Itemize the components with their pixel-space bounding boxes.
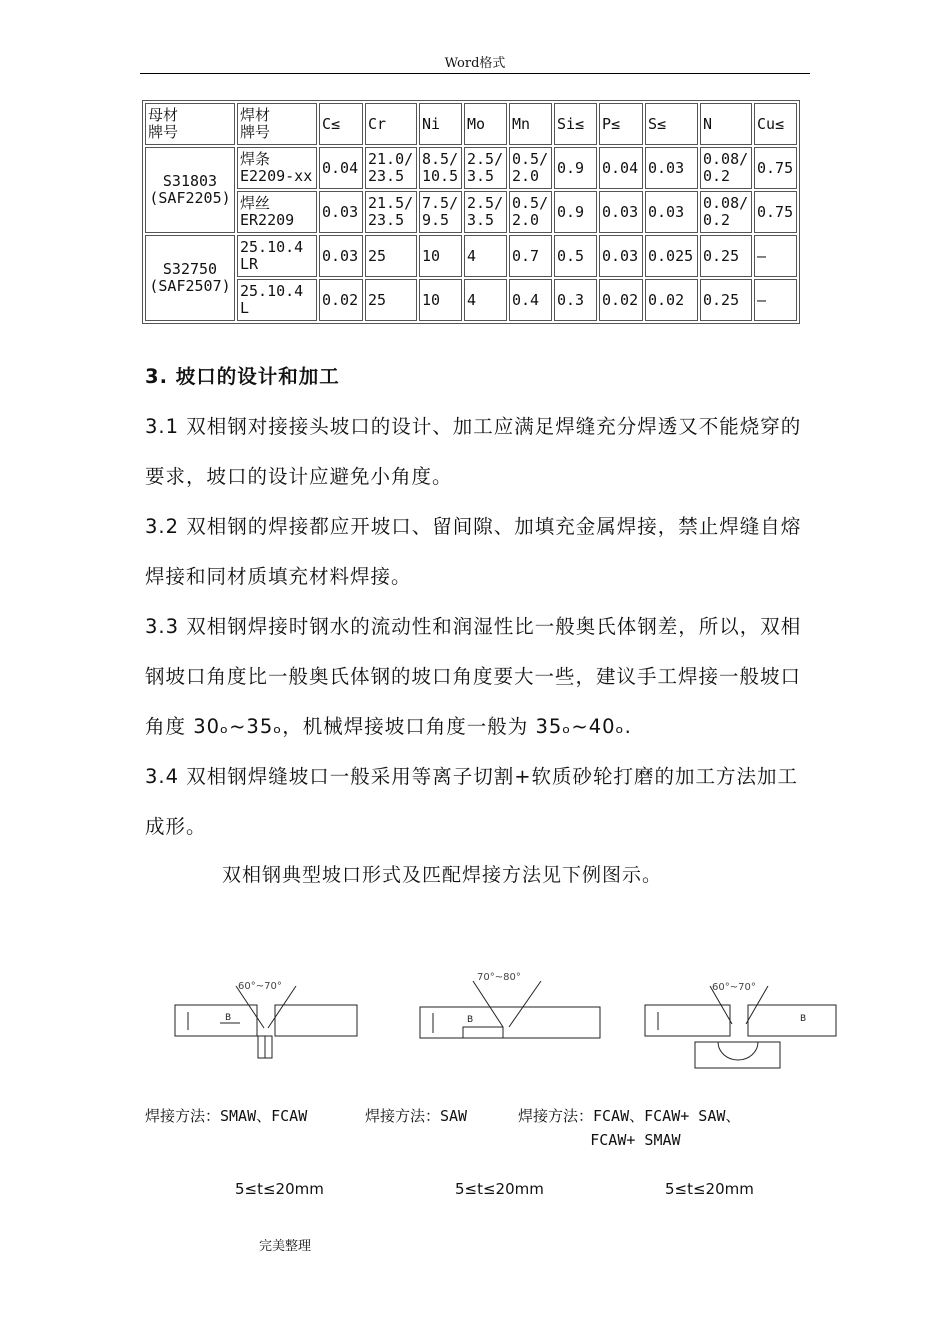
table-row	[145, 235, 797, 277]
table-cell: 21.0/ 23.5	[365, 147, 417, 189]
table-cell: 0.03	[319, 235, 363, 277]
table-cell: 0.02	[599, 279, 643, 321]
table-row	[145, 147, 797, 189]
table-row	[145, 279, 797, 321]
table-cell: 0.04	[599, 147, 643, 189]
table-cell: 0.02	[319, 279, 363, 321]
table-header-cell: P≤	[599, 103, 643, 145]
svg-text:60°~70°: 60°~70°	[238, 981, 282, 992]
table-header-cell: 母材 牌号	[145, 103, 235, 145]
table-cell: 4	[464, 235, 507, 277]
base-material-cell: S32750 (SAF2507)	[145, 235, 235, 321]
table-cell: 25.10.4 L	[237, 279, 317, 321]
table-cell: 4	[464, 279, 507, 321]
table-cell: 8.5/ 10.5	[419, 147, 462, 189]
paragraph-3-4: 3.4 双相钢焊缝坡口一般采用等离子切割+软质砂轮打磨的加工方法加工成形。	[145, 765, 799, 838]
table-cell: 0.08/ 0.2	[700, 147, 752, 189]
paragraph-3-1: 3.1 双相钢对接接头坡口的设计、加工应满足焊缝充分焊透又不能烧穿的要求，坡口的设计应避免小角度。	[145, 415, 802, 488]
table-cell: –	[754, 279, 797, 321]
table-cell: 0.5/ 2.0	[509, 147, 552, 189]
svg-text:70°~80°: 70°~80°	[477, 972, 521, 983]
table-row	[145, 191, 797, 233]
table-cell: 0.03	[645, 191, 698, 233]
table-cell: 25	[365, 235, 417, 277]
table-header-cell: Cu≤	[754, 103, 797, 145]
table-cell: 25	[365, 279, 417, 321]
table-cell: 25.10.4 LR	[237, 235, 317, 277]
table-cell: 0.08/ 0.2	[700, 191, 752, 233]
welding-method-3: 焊接方法：FCAW、FCAW+ SAW、 FCAW+ SMAW	[518, 1107, 741, 1149]
table-header-cell: Si≤	[554, 103, 597, 145]
table-cell: 0.5/ 2.0	[509, 191, 552, 233]
svg-text:B: B	[800, 1014, 807, 1024]
page-header: Word格式	[140, 57, 810, 74]
figure-caption: 双相钢典型坡口形式及匹配焊接方法见下例图示。	[222, 864, 663, 886]
table-header-cell: Ni	[419, 103, 462, 145]
svg-text:60°~70°: 60°~70°	[712, 982, 756, 993]
table-header-cell: 焊材 牌号	[237, 103, 317, 145]
welding-method-1: 焊接方法：SMAW、FCAW	[145, 1107, 308, 1125]
thickness-range-1: 5≤t≤20mm	[235, 1180, 324, 1198]
table-cell: 0.03	[319, 191, 363, 233]
table-header-cell: S≤	[645, 103, 698, 145]
thickness-range-3: 5≤t≤20mm	[665, 1180, 754, 1198]
table-cell: 10	[419, 279, 462, 321]
table-cell: 0.03	[599, 191, 643, 233]
table-cell: 0.3	[554, 279, 597, 321]
table-cell: 焊条 E2209-xx	[237, 147, 317, 189]
table-cell: 0.25	[700, 235, 752, 277]
table-cell: 2.5/ 3.5	[464, 191, 507, 233]
table-cell: 0.7	[509, 235, 552, 277]
table-cell: 0.25	[700, 279, 752, 321]
table-cell: 0.9	[554, 147, 597, 189]
paragraph-3-2: 3.2 双相钢的焊接都应开坡口、留间隙、加填充金属焊接，禁止焊缝自熔焊接和同材质填充材料焊接。	[145, 515, 802, 588]
table-header-cell: Mo	[464, 103, 507, 145]
table-cell: 2.5/ 3.5	[464, 147, 507, 189]
table-header-cell: Mn	[509, 103, 552, 145]
table-cell: 0.9	[554, 191, 597, 233]
groove-diagram-1	[170, 968, 365, 1068]
table-cell: 0.75	[754, 147, 797, 189]
table-cell: 0.75	[754, 191, 797, 233]
table-header-cell: Cr	[365, 103, 417, 145]
table-header-cell: C≤	[319, 103, 363, 145]
table-cell: 0.04	[319, 147, 363, 189]
table-cell: 0.025	[645, 235, 698, 277]
groove-diagram-3	[640, 968, 845, 1073]
thickness-range-2: 5≤t≤20mm	[455, 1180, 544, 1198]
table-cell: 0.5	[554, 235, 597, 277]
table-cell: 10	[419, 235, 462, 277]
base-material-cell: S31803 (SAF2205)	[145, 147, 235, 233]
table-cell: 0.03	[599, 235, 643, 277]
table-header-row	[145, 103, 797, 145]
page-footer: 完美整理	[259, 1239, 312, 1254]
table-cell: 0.02	[645, 279, 698, 321]
table-cell: 焊丝 ER2209	[237, 191, 317, 233]
table-cell: 0.03	[645, 147, 698, 189]
composition-table	[142, 100, 800, 324]
paragraph-3-3: 3.3 双相钢焊接时钢水的流动性和润湿性比一般奥氏体钢差，所以，双相钢坡口角度比一般奥氏体钢的坡口角度要大一些，建议手工焊接一般坡口角度 30ₒ~35ₒ，机械焊接坡口角度一般为 35ₒ~40ₒ.	[145, 615, 802, 738]
table-cell: 21.5/ 23.5	[365, 191, 417, 233]
svg-text:B: B	[225, 1013, 232, 1023]
table-cell: 0.4	[509, 279, 552, 321]
svg-text:B: B	[467, 1015, 474, 1025]
groove-diagram-2	[415, 963, 615, 1048]
table-cell: –	[754, 235, 797, 277]
welding-method-2: 焊接方法：SAW	[365, 1107, 468, 1125]
table-cell: 7.5/ 9.5	[419, 191, 462, 233]
section-title: 3. 坡口的设计和加工	[145, 365, 340, 388]
table-header-cell: N	[700, 103, 752, 145]
